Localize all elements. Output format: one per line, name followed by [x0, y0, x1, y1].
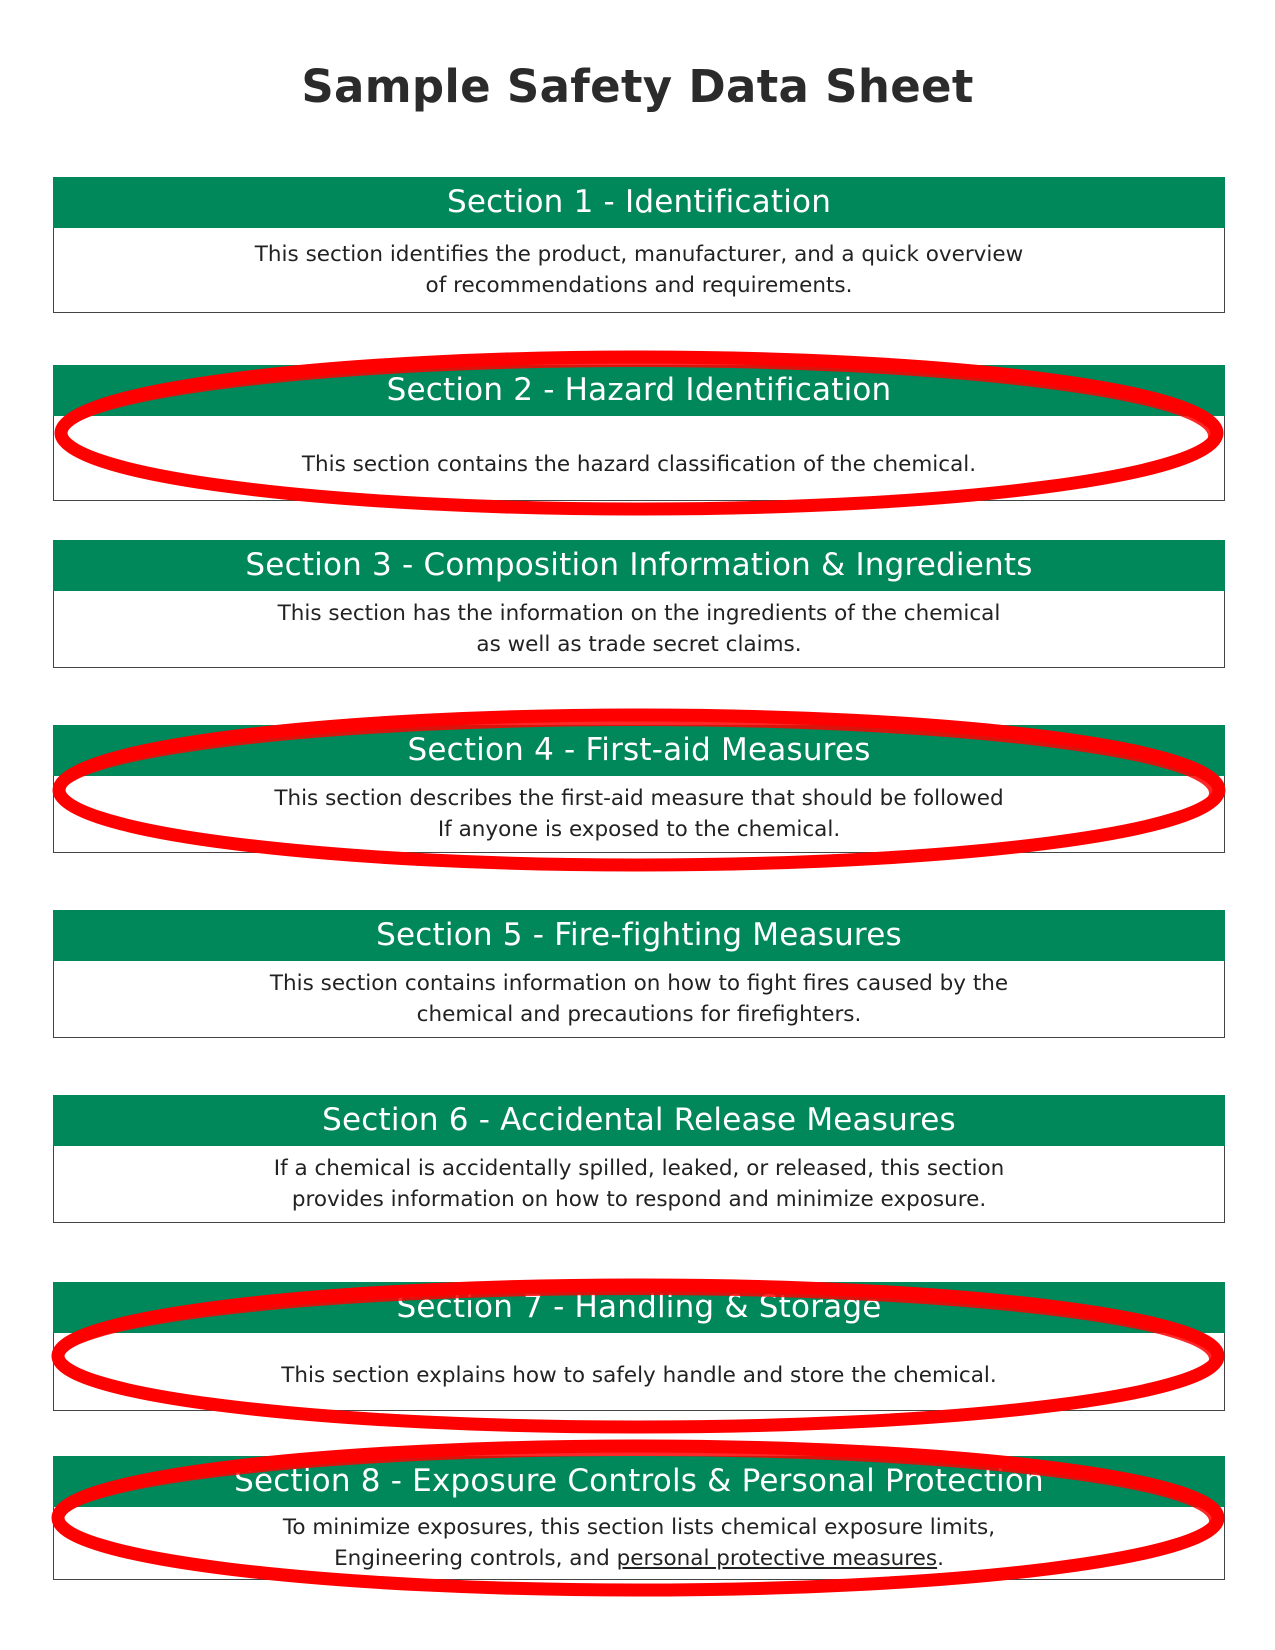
section-1 — [53, 177, 1225, 313]
section-4-line-2: If anyone is exposed to the chemical. — [437, 817, 841, 842]
section-1-header: Section 1 - Identification — [53, 177, 1225, 228]
section-7-body — [53, 1333, 1225, 1411]
section-4-header: Section 4 - First-aid Measures — [53, 725, 1225, 776]
section-1-line-1: This section identifies the product, manufacturer, and a quick overview — [254, 242, 1024, 267]
section-5-line-1: This section contains information on how to fight fires caused by the — [269, 971, 1009, 996]
section-7-line-1: This section explains how to safely handle and store the chemical. — [281, 1363, 997, 1388]
section-2-line-1: This section contains the hazard classification of the chemical. — [301, 451, 977, 477]
section-8-line-2-period: . — [937, 1546, 944, 1571]
personal-protective-measures-text: personal protective measures — [616, 1546, 938, 1571]
section-8-line-2-text: Engineering controls, and — [334, 1546, 610, 1571]
section-1-body — [53, 228, 1225, 313]
section-4-body — [53, 776, 1225, 853]
section-2-header: Section 2 - Hazard Identification — [53, 365, 1225, 416]
section-7 — [53, 1282, 1225, 1411]
section-6-line-1: If a chemical is accidentally spilled, leaked, or released, this section — [273, 1156, 1005, 1181]
section-8 — [53, 1456, 1225, 1580]
page-title: Sample Safety Data Sheet — [301, 60, 974, 113]
section-5-line-2: chemical and precautions for firefighters. — [416, 1002, 862, 1027]
section-6-body — [53, 1146, 1225, 1223]
section-2-body — [53, 416, 1225, 501]
section-5-header: Section 5 - Fire-fighting Measures — [53, 910, 1225, 961]
section-5-body — [53, 961, 1225, 1038]
section-6-header: Section 6 - Accidental Release Measures — [53, 1095, 1225, 1146]
section-4 — [53, 725, 1225, 853]
section-7-header: Section 7 - Handling & Storage — [53, 1282, 1225, 1333]
section-3-header: Section 3 - Composition Information & Ingredients — [53, 540, 1225, 591]
section-3-line-1: This section has the information on the ingredients of the chemical — [277, 601, 1001, 626]
section-6-line-2: provides information on how to respond and minimize exposure. — [291, 1187, 987, 1212]
section-3-body — [53, 591, 1225, 668]
section-3 — [53, 540, 1225, 668]
section-3-line-2: as well as trade secret claims. — [476, 632, 802, 657]
section-8-header: Section 8 - Exposure Controls & Personal Protection — [53, 1456, 1225, 1507]
section-1-line-2: of recommendations and requirements. — [425, 273, 853, 298]
section-4-line-1: This section describes the first-aid measure that should be followed — [274, 786, 1004, 811]
section-6 — [53, 1095, 1225, 1223]
section-2 — [53, 365, 1225, 501]
section-8-line-1: To minimize exposures, this section lists chemical exposure limits, — [282, 1515, 996, 1540]
section-5 — [53, 910, 1225, 1038]
section-8-line-2 — [334, 1543, 944, 1574]
section-8-body — [53, 1507, 1225, 1580]
